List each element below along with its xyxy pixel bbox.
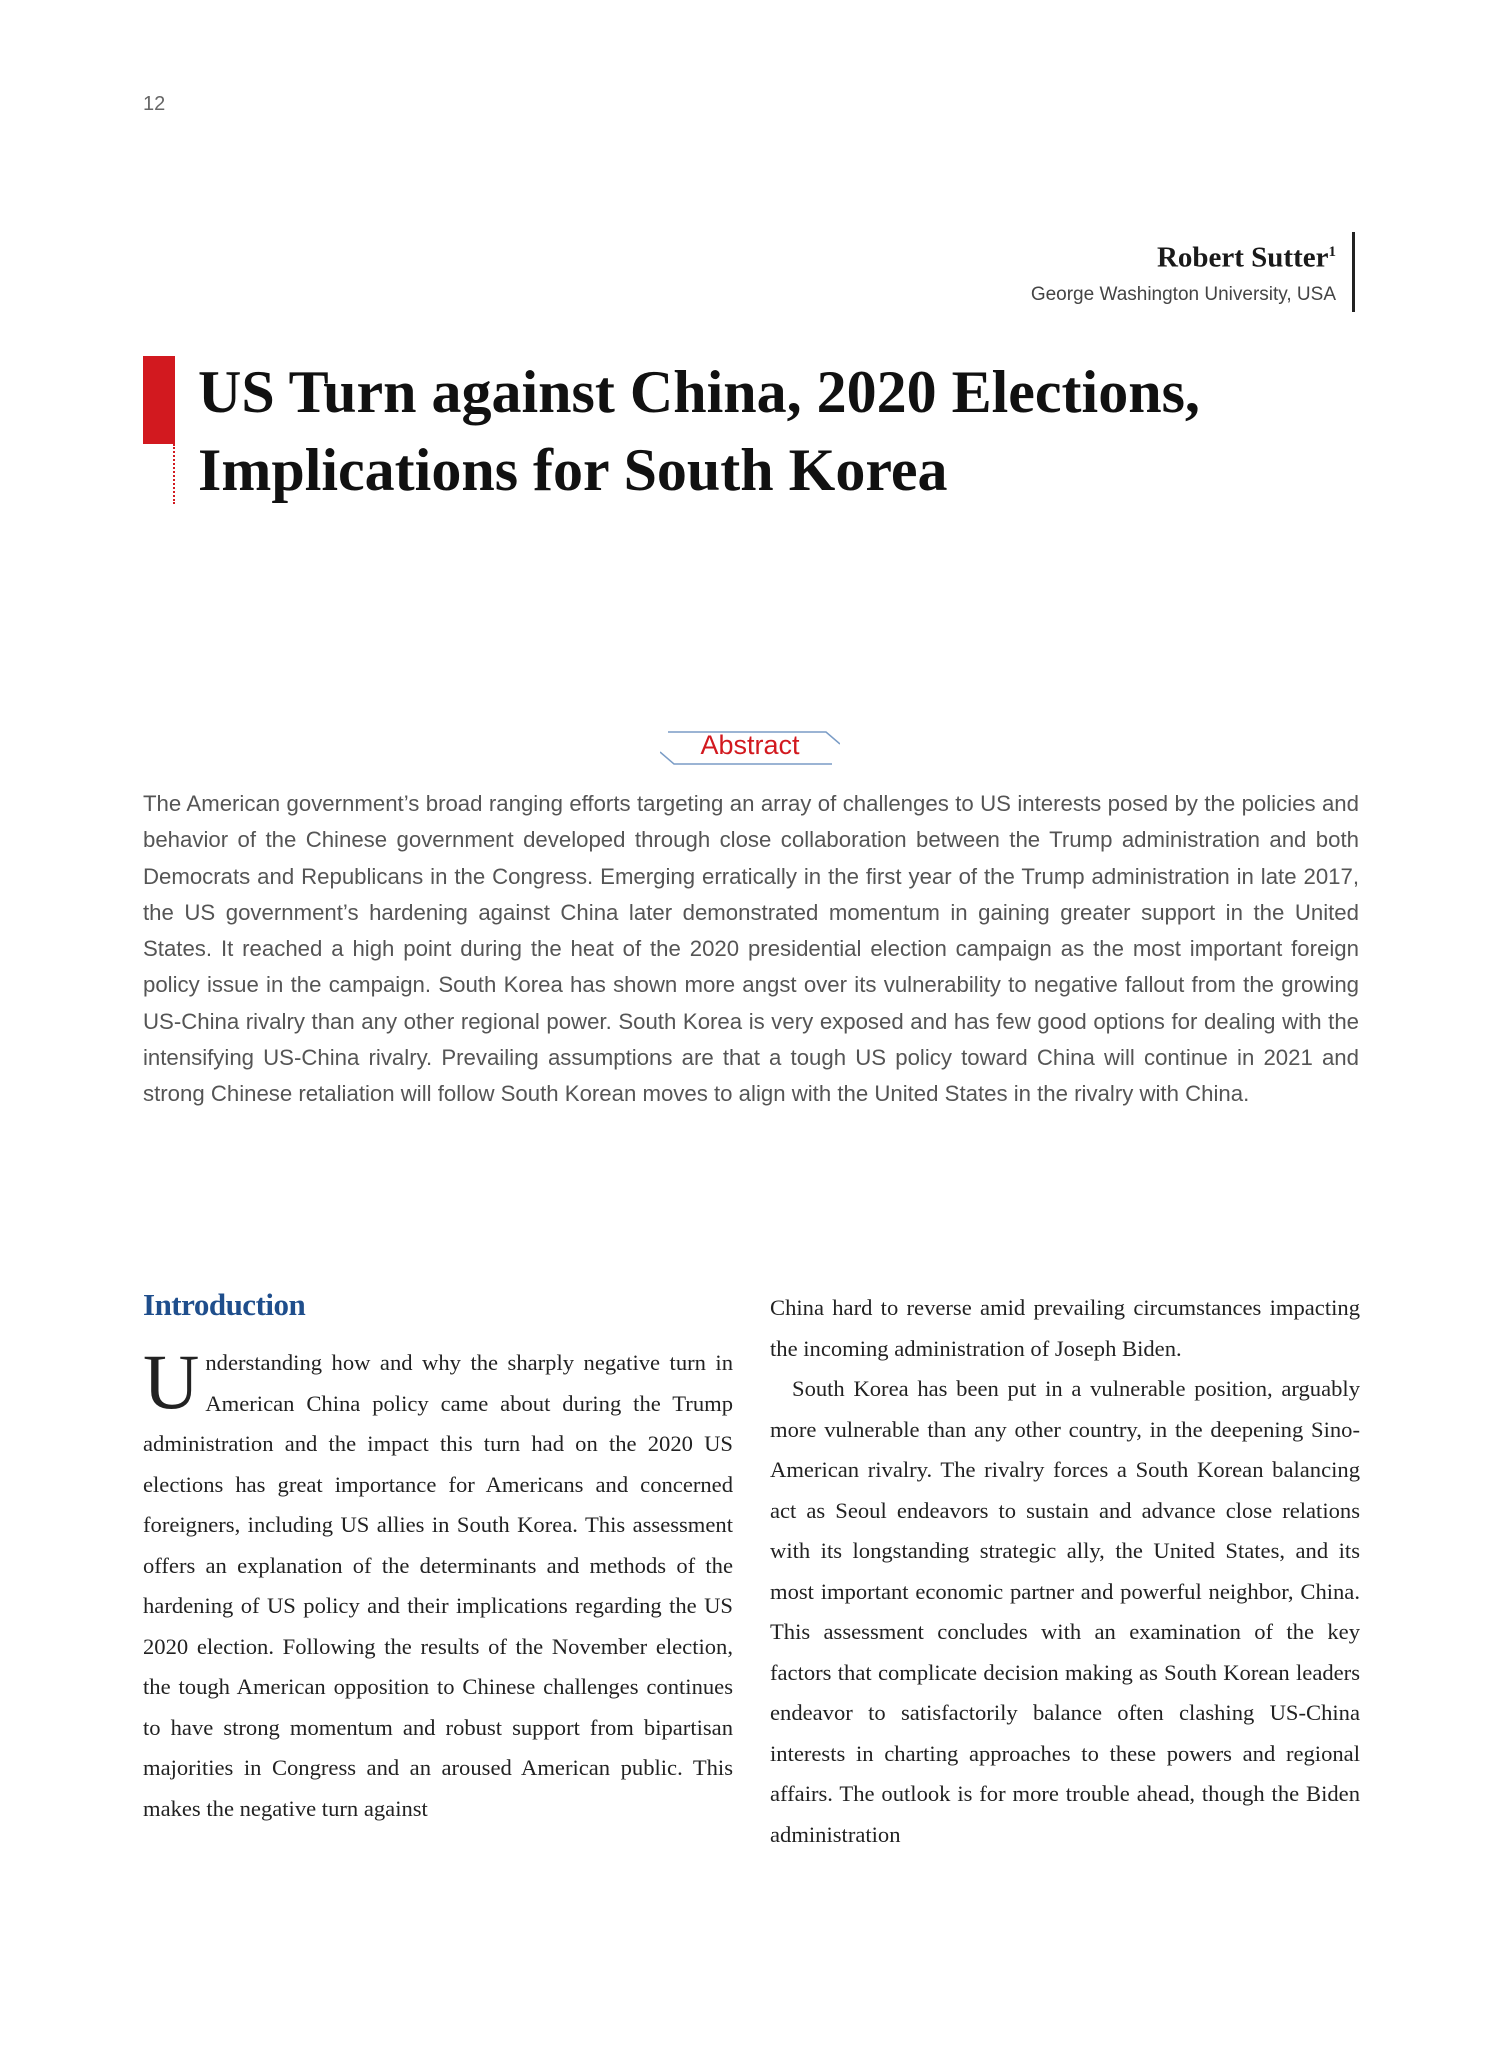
page-number: 12 (143, 93, 166, 115)
abstract-label: Abstract (700, 730, 800, 760)
footnote-mark[interactable]: 1 (1328, 244, 1336, 260)
article-title: US Turn against China, 2020 Elections, Implications for South Korea (198, 359, 1200, 503)
body-column-right (770, 1288, 1360, 1855)
introduction-heading: Introduction (143, 1287, 306, 1322)
introduction-paragraph-2: South Korea has been put in a vulnerable position, arguably more vulnerable than any other country, in the deepening Sino-American rivalry. The rivalry forces a South Korean balancing act as Seoul endeavors to sustain and advance close relations with its longstanding strategic ally, the United States, and its most important economic partner and powerful neighbor, China. This assessment concludes with an examination of the key factors that complicate decision making as South Korean leaders endeavor to satisfactorily balance often clashing US-China interests in charting approaches to these powers and regional affairs. The outlook is for more trouble ahead, though the Biden administration (770, 1376, 1360, 1847)
drop-cap: U (143, 1338, 200, 1425)
abstract-text: The American government’s broad ranging efforts targeting an array of challenges to US interests posed by the policies and behavior of the Chinese government developed through close collaboration between the Trump administration and both Democrats and Republicans in the Congress. Emerging erratically in the first year of the Trump administration in late 2017, the US government’s hardening against China later demonstrated momentum in gaining greater support in the United States. It reached a high point during the heat of the 2020 presidential election campaign as the most important foreign policy issue in the campaign. South Korea has shown more angst over its vulnerability to negative fallout from the growing US-China rivalry than any other regional power. South Korea is very exposed and has few good options for dealing with the intensifying US-China rivalry. Prevailing assumptions are that a tough US policy toward China will continue in 2021 and strong Chinese retaliation will follow South Korean moves to align with the United States in the rivalry with China. (143, 791, 1359, 1107)
introduction-paragraph-1 (143, 1338, 733, 1829)
author-block (636, 232, 1355, 312)
abstract-label-box (660, 728, 840, 768)
author-affiliation: George Washington University, USA (1030, 283, 1336, 305)
introduction-paragraph-1-text: nderstanding how and why the sharply negative turn in American China policy came about during the Trump administration and the impact this turn had on the 2020 US elections has great importance for Americans and concerned foreigners, including US allies in South Korea. This assessment offers an explanation of the determinants and methods of the hardening of US policy and their implications regarding the US 2020 election. Following the results of the November election, the tough American opposition to Chinese challenges continues to have strong momentum and robust support from bipartisan majorities in Congress and an aroused American public. This makes the negative turn against (143, 1350, 733, 1821)
body-column-left (143, 1285, 733, 1829)
author-name-text: Robert Sutter (1156, 241, 1329, 274)
author-name (636, 232, 1336, 278)
introduction-paragraph-1-continued: China hard to reverse amid prevailing circumstances impacting the incoming administration of Joseph Biden. (770, 1295, 1360, 1361)
title-accent-bar (143, 356, 175, 444)
title-accent-dots (173, 444, 175, 504)
